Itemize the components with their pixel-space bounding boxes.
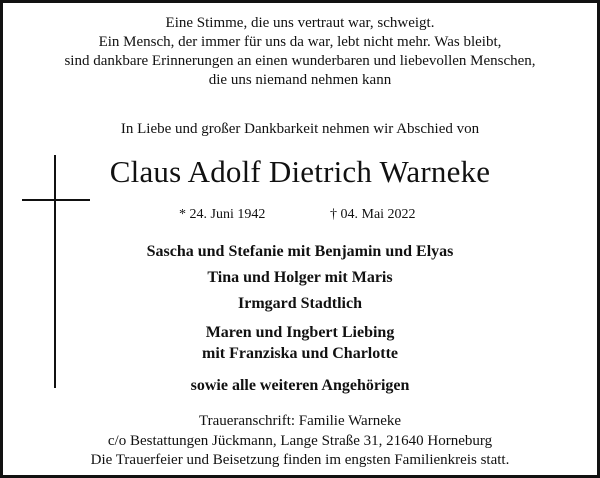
mourner-group bbox=[3, 322, 597, 364]
mourner-line: Sascha und Stefanie mit Benjamin und Elyas bbox=[146, 243, 454, 260]
poem-line: sind dankbare Erinnerungen an einen wunderbaren und liebevollen Menschen, bbox=[64, 53, 536, 69]
funeral-note: Die Trauerfeier und Beisetzung finden im engsten Familienkreis statt. bbox=[90, 452, 510, 468]
poem-line: Ein Mensch, der immer für uns da war, lebt nicht mehr. Was bleibt, bbox=[98, 34, 502, 50]
mourning-address: c/o Bestattungen Jückmann, Lange Straße 31, 21640 Horneburg bbox=[107, 432, 493, 449]
mourning-address-label: Traueranschrift: Familie Warneke bbox=[198, 413, 402, 429]
cross-icon-horizontal bbox=[22, 199, 90, 201]
poem-line: die uns niemand nehmen kann bbox=[208, 72, 392, 88]
mourner-line: mit Franziska und Charlotte bbox=[202, 345, 398, 362]
mourner-line: Irmgard Stadtlich bbox=[238, 295, 362, 312]
intro-text: In Liebe und großer Dankbarkeit nehmen wir Abschied von bbox=[120, 121, 480, 137]
mourner-line: Tina und Holger mit Maris bbox=[207, 269, 393, 286]
poem-line: Eine Stimme, die uns vertraut war, schweigt. bbox=[165, 15, 435, 31]
deceased-name: Claus Adolf Dietrich Warneke bbox=[109, 154, 491, 189]
footer bbox=[3, 412, 597, 471]
death-date: † 04. Mai 2022 bbox=[330, 207, 416, 222]
poem bbox=[3, 14, 597, 90]
mourner-line: Maren und Ingbert Liebing bbox=[205, 324, 395, 341]
mourner-line: sowie alle weiteren Angehörigen bbox=[190, 377, 410, 394]
birth-date: * 24. Juni 1942 bbox=[179, 207, 266, 222]
